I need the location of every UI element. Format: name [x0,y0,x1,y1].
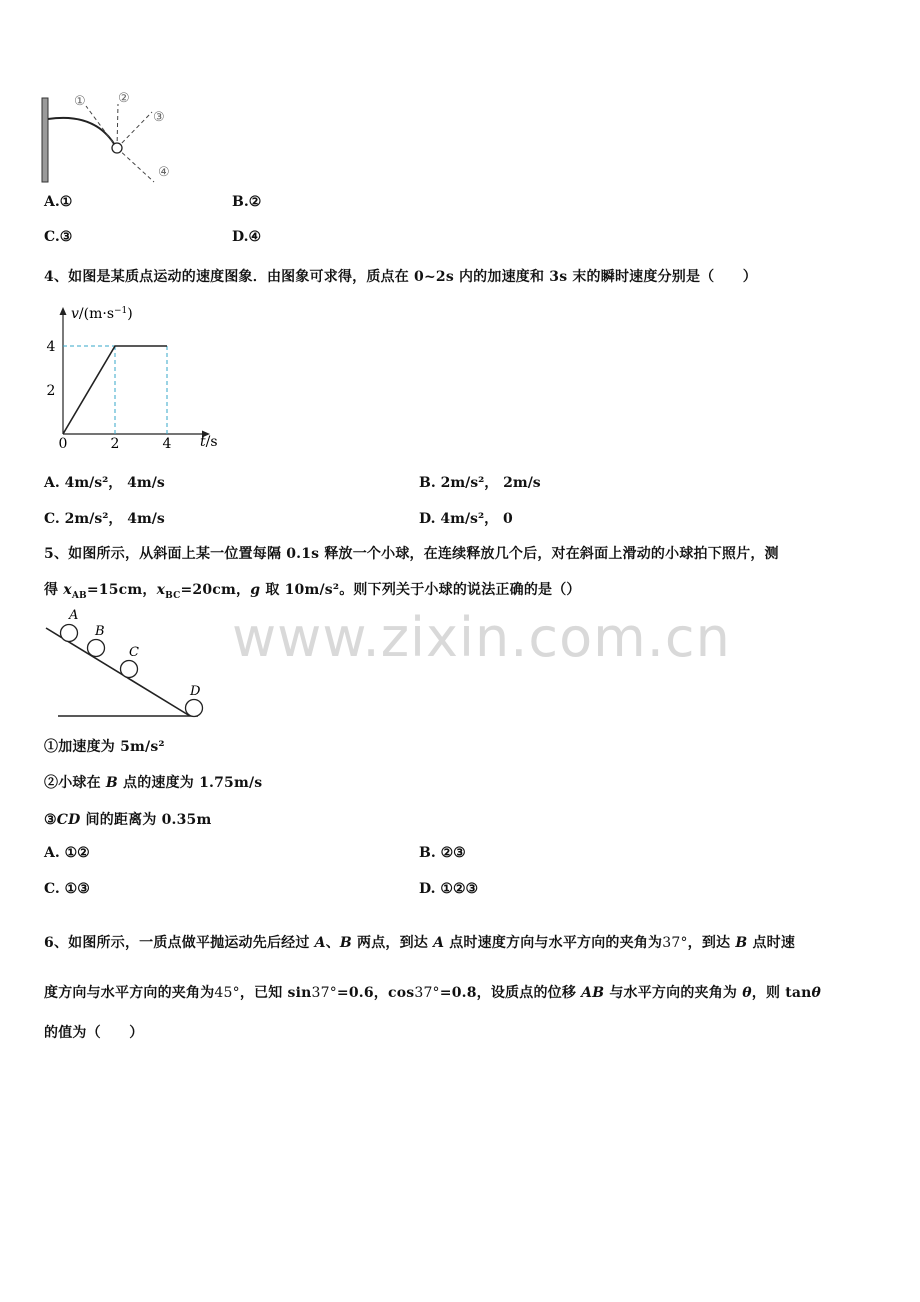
q3-option-d: D.④ [232,229,262,245]
angle-37: 37° [414,985,440,1001]
x-tick-label: 2 [110,436,120,452]
text-segment: ，到达 [687,935,736,951]
q5-option-a: A. ①② [44,845,90,861]
q5-option-d: D. ①②③ [419,881,479,897]
q3-option-c: C.③ [44,229,73,245]
q3-option-b: B.② [232,194,262,210]
g-symbol: g [250,582,261,598]
ball [112,143,122,153]
y-tick-label: 4 [46,339,56,355]
x-axis-label: t/s [200,434,218,450]
ball-c [121,661,138,678]
text-segment: =20cm， [180,582,251,598]
point-b: B [339,935,352,951]
subscript-ab: AB [71,590,87,601]
angle-45: 45° [214,985,240,1001]
q5-statement-1: ①加速度为 5m/s² [44,739,165,755]
point-a: A [314,935,326,951]
text-segment: 得 [44,582,64,598]
q5-option-b: B. ②③ [419,845,466,861]
segment-cd: CD [56,812,81,828]
y-axis-label: $v/(m\cdot s^{-1})$ [71,306,133,322]
subscript-bc: BC [165,590,181,601]
displacement-ab: AB [581,985,605,1001]
text-segment: 点的速度为 1.75m/s [117,775,263,791]
text-segment: 与水平方向的夹角为 [604,985,743,1001]
point-b: B [105,775,118,791]
text-segment: ③ [44,812,57,828]
text-segment: ，则 tan [751,985,812,1001]
text-segment: =15cm， [86,582,157,598]
angle-37: 37° [662,935,688,951]
text-segment: 6、如图所示，一质点做平抛运动先后经过 [44,935,315,951]
q4-velocity-chart [38,298,228,458]
label-2: ② [118,91,130,106]
x-symbol: x [63,582,72,598]
label-d: D [190,684,201,699]
label-3: ③ [153,110,165,125]
q3-option-a: A.① [44,194,73,210]
text-segment: =0.8，设质点的位移 [439,985,582,1001]
text-segment: ，已知 sin [239,985,312,1001]
point-b: B [735,935,748,951]
ball-b [88,640,105,657]
q4-stem: 4、如图是某质点运动的速度图象．由图象可求得，质点在 0~2s 内的加速度和 3s 末的瞬时速度分别是（ ） [44,269,757,285]
q5-stem-line1: 5、如图所示，从斜面上某一位置每隔 0.1s 释放一个小球，在连续释放几个后，对在斜面上滑动的小球拍下照片，测 [44,546,779,562]
x-tick-label: 0 [58,436,68,452]
text-segment: 两点，到达 [351,935,434,951]
x-symbol: x [156,582,166,598]
y-axis-arrow [60,307,67,315]
direction-line-4 [117,148,154,182]
q6-stem-line3: 的值为（ ） [44,1025,144,1041]
q5-statement-2 [44,772,262,792]
text-segment: 点时速 [747,935,796,951]
text-segment: 点时速度方向与水平方向的夹角为 [444,935,663,951]
text-segment: 间的距离为 0.35m [80,812,212,828]
text-segment: =0.6，cos [336,985,415,1001]
text-segment: 、 [325,935,340,951]
ball-a [61,625,78,642]
text-segment: 取 10m/s²。则下列关于小球的说法正确的是（） [260,582,581,598]
q3-figure [38,86,188,190]
q4-option-a: A. 4m/s²， 4m/s [44,475,165,491]
label-c: C [129,645,139,660]
text-segment: ②小球在 [44,775,106,791]
label-4: ④ [158,165,170,180]
q5-statement-3 [44,809,212,829]
label-a: A [69,608,79,623]
q5-option-c: C. ①③ [44,881,90,897]
label-b: B [95,624,105,639]
q4-option-b: B. 2m/s²， 2m/s [419,475,541,491]
q6-stem-line2 [44,982,821,1002]
wall [42,98,48,182]
label-1: ① [74,94,86,109]
ball-d [186,700,203,717]
direction-line-3 [117,112,152,148]
q4-option-c: C. 2m/s²， 4m/s [44,511,165,527]
x-tick-label: 4 [162,436,172,452]
q6-stem-line1 [44,932,795,952]
watermark: www.zixin.com.cn [232,606,731,669]
y-tick-label: 2 [46,383,56,399]
theta-symbol: θ [742,985,752,1001]
angle-37: 37° [311,985,337,1001]
theta-symbol: θ [811,985,822,1001]
text-segment: 度方向与水平方向的夹角为 [44,985,215,1001]
point-a: A [433,935,445,951]
q5-incline-figure [38,604,218,722]
rope [48,118,116,147]
q4-option-d: D. 4m/s²， 0 [419,511,513,527]
q5-stem-line2 [44,579,581,601]
direction-line-1 [86,106,117,148]
direction-line-2 [117,104,118,148]
